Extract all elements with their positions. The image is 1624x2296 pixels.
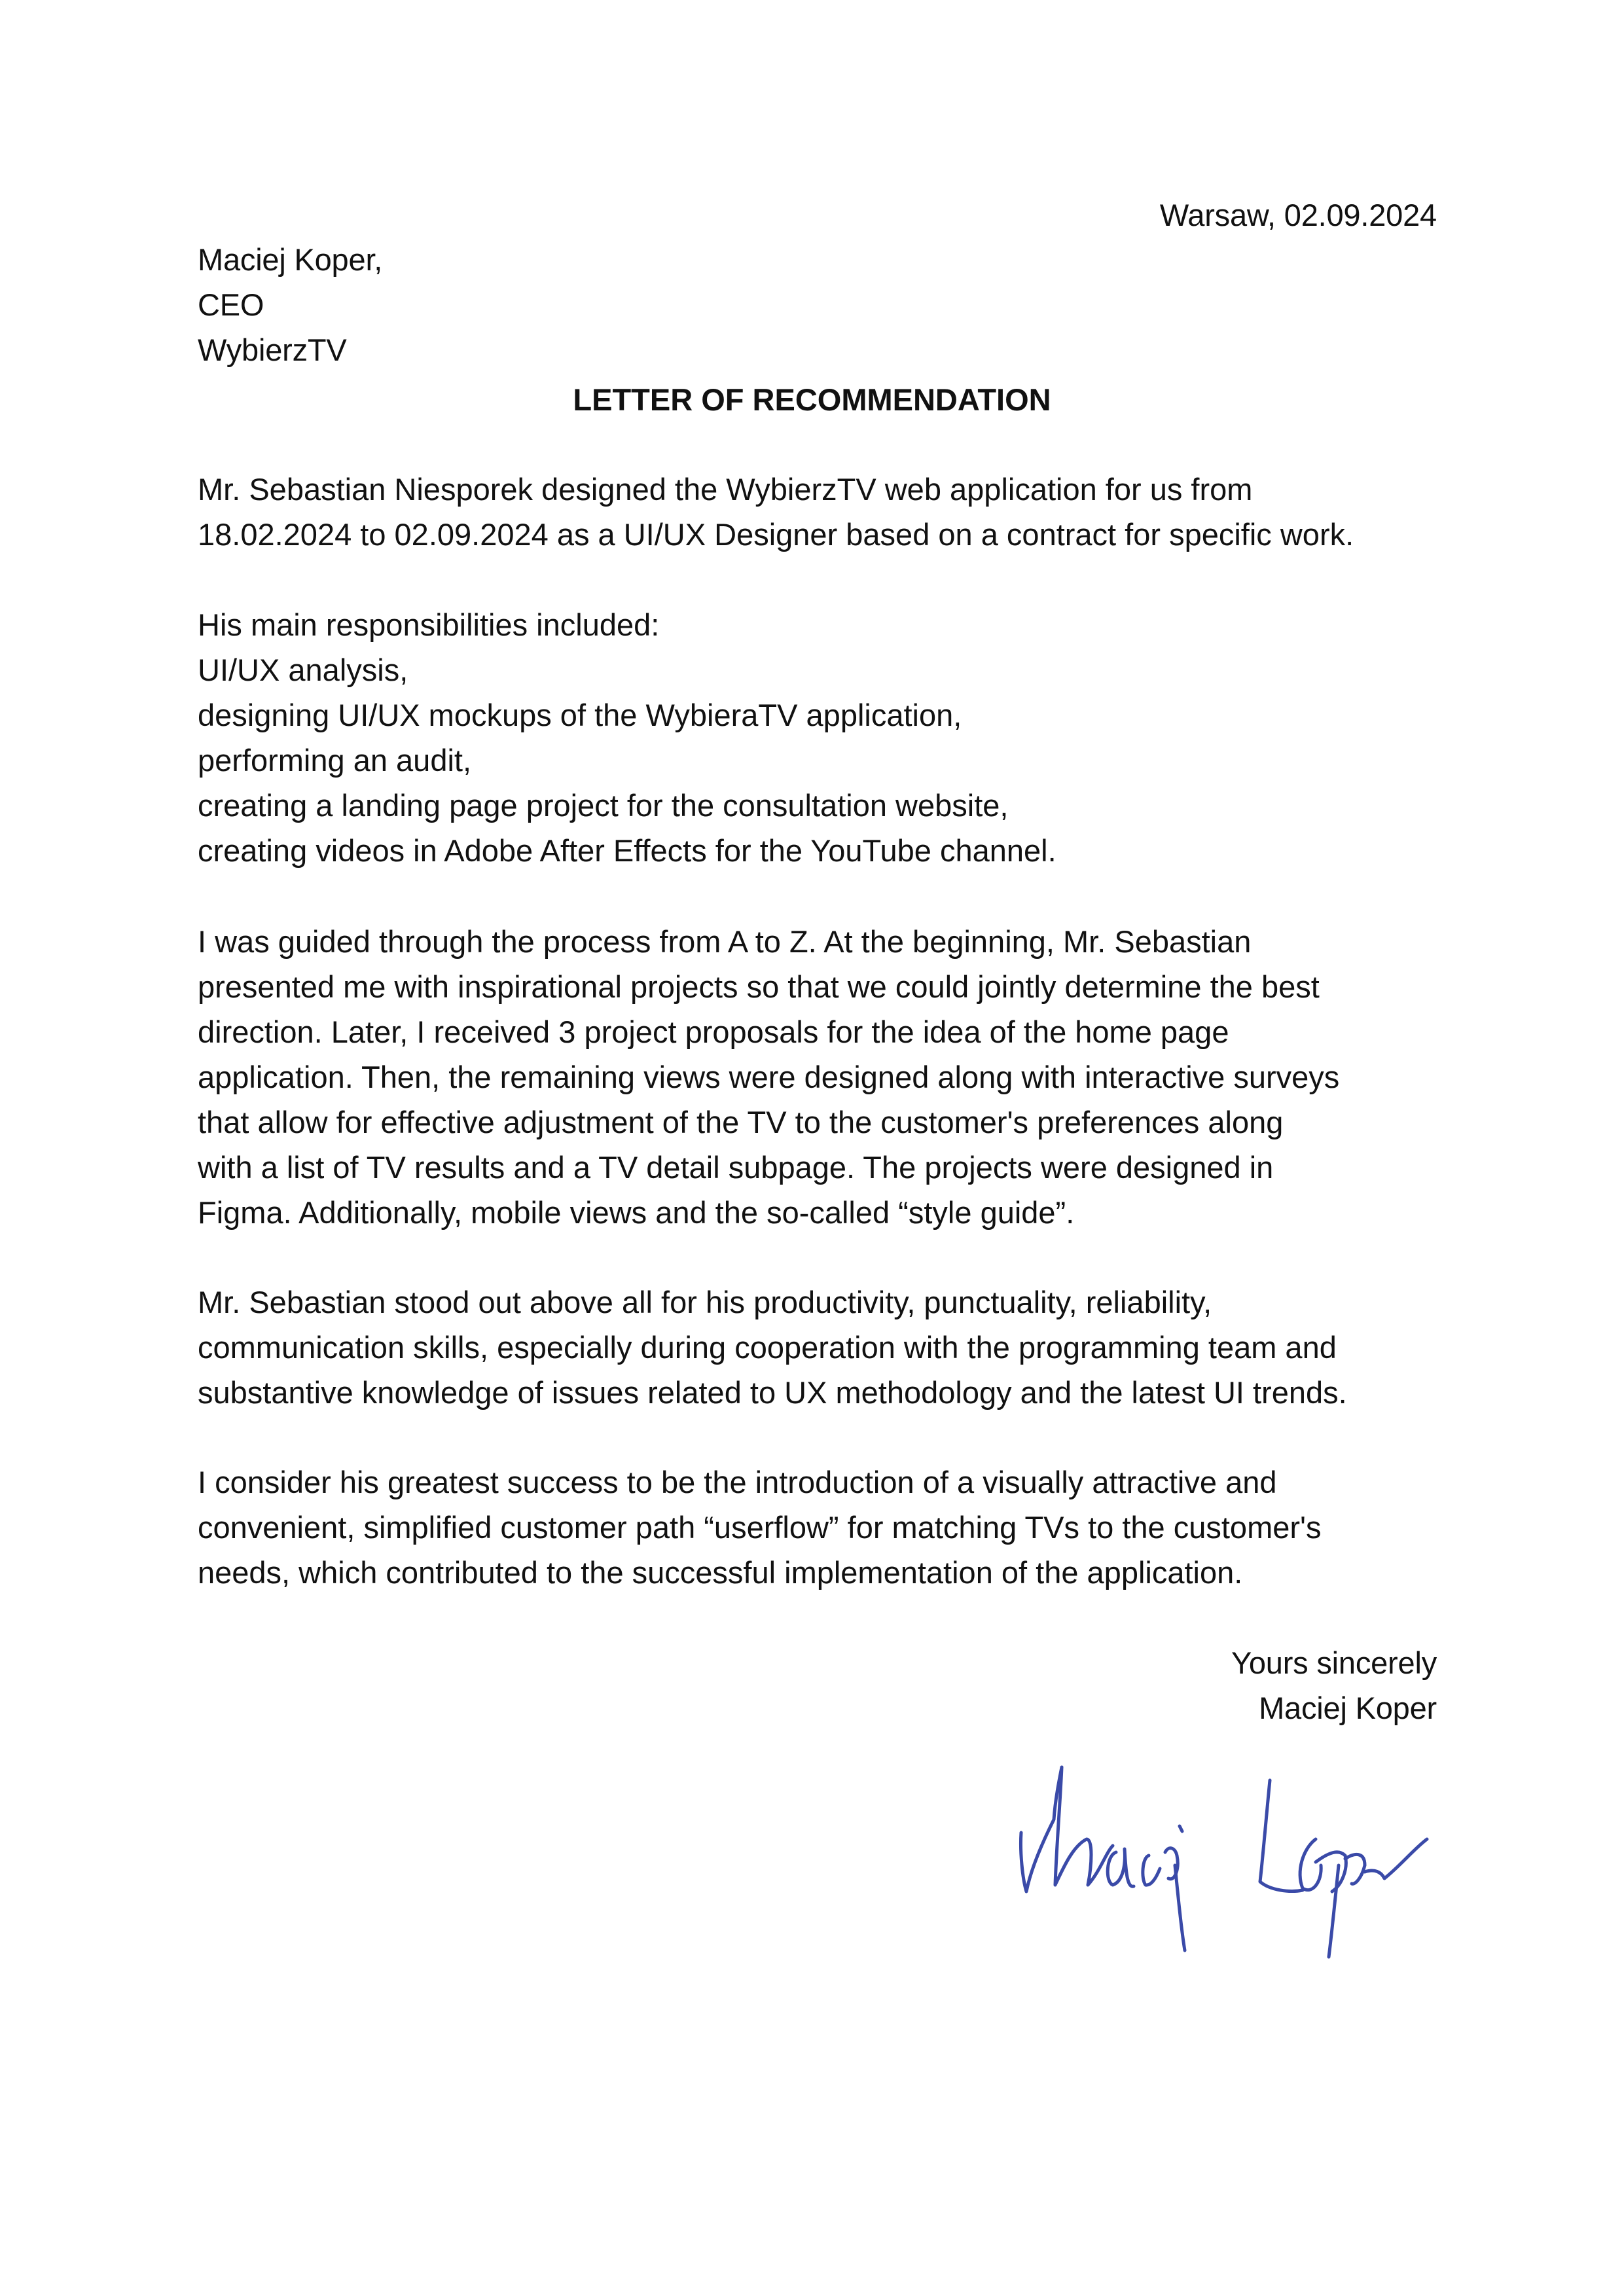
paragraph-line: Figma. Additionally, mobile views and the so-called “style guide”. [198, 1195, 1075, 1230]
paragraph-line: substantive knowledge of issues related to UX methodology and the latest UI trends. [198, 1375, 1347, 1410]
signature-stroke [1180, 1826, 1182, 1831]
list-item: performing an audit, [198, 743, 472, 778]
signature-stroke [1260, 1780, 1303, 1891]
sender-company: WybierzTV [198, 332, 347, 367]
paragraph-engagement [198, 467, 1441, 557]
responsibilities-intro: His main responsibilities included: [198, 607, 660, 642]
paragraph-qualities [198, 1280, 1441, 1415]
signature-stroke [1365, 1839, 1427, 1878]
paragraph-line: presented me with inspirational projects so that we could jointly determine the best [198, 969, 1320, 1004]
list-item: designing UI/UX mockups of the WybieraTV application, [198, 698, 962, 732]
list-item: creating videos in Adobe After Effects for the YouTube channel. [198, 833, 1056, 868]
paragraph-line: 18.02.2024 to 02.09.2024 as a UI/UX Designer based on a contract for specific work. [198, 517, 1354, 552]
sender-position: CEO [198, 287, 264, 322]
paragraph-line: communication skills, especially during cooperation with the programming team and [198, 1330, 1337, 1365]
paragraph-line: needs, which contributed to the successful implementation of the application. [198, 1555, 1243, 1590]
responsibilities-list [198, 602, 1441, 873]
paragraph-line: Mr. Sebastian Niesporek designed the WybierzTV web application for us from [198, 472, 1253, 507]
handwritten-signature [1008, 1741, 1466, 1964]
paragraph-line: with a list of TV results and a TV detail subpage. The projects were designed in [198, 1150, 1274, 1185]
paragraph-line: direction. Later, I received 3 project proposals for the idea of the home page [198, 1014, 1229, 1049]
signature-stroke [1143, 1856, 1160, 1885]
closing: Yours sincerely [1231, 1645, 1437, 1680]
signature-stroke [1300, 1839, 1321, 1890]
signature-stroke [1020, 1767, 1113, 1892]
signature-stroke [1108, 1849, 1134, 1886]
signature-stroke [1345, 1854, 1365, 1884]
paragraph-line: I consider his greatest success to be the introduction of a visually attractive and [198, 1465, 1277, 1499]
paragraph-line: Mr. Sebastian stood out above all for his productivity, punctuality, reliability, [198, 1285, 1212, 1319]
signature-stroke [1329, 1865, 1339, 1957]
list-item: creating a landing page project for the consultation website, [198, 788, 1009, 823]
sender-name: Maciej Koper, [198, 242, 383, 277]
paragraph-process [198, 919, 1441, 1235]
paragraph-success [198, 1460, 1441, 1595]
letter-title: LETTER OF RECOMMENDATION [573, 382, 1051, 417]
paragraph-line: application. Then, the remaining views were designed along with interactive surveys [198, 1060, 1340, 1094]
paragraph-line: I was guided through the process from A to Z. At the beginning, Mr. Sebastian [198, 924, 1252, 959]
signatory-name: Maciej Koper [1259, 1691, 1437, 1725]
place-date: Warsaw, 02.09.2024 [1159, 198, 1437, 232]
paragraph-line: that allow for effective adjustment of the TV to the customer's preferences along [198, 1105, 1284, 1139]
signature-stroke [1175, 1865, 1185, 1950]
list-item: UI/UX analysis, [198, 653, 408, 687]
paragraph-line: convenient, simplified customer path “userflow” for matching TVs to the customer's [198, 1510, 1322, 1545]
